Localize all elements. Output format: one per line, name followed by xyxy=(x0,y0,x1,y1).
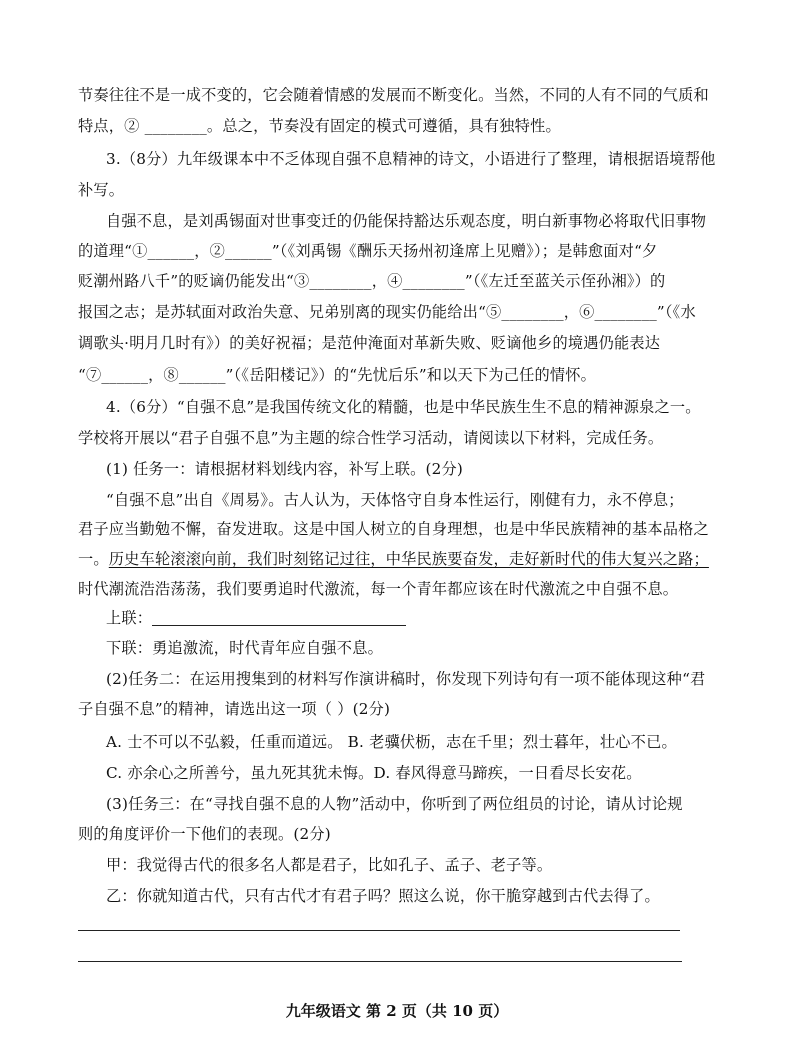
dialogue-jia: 甲：我觉得古代的很多名人都是君子，比如孔子、孟子、老子等。 xyxy=(106,856,553,874)
text-line: 特点，② ________。总之，节奏没有固定的模式可遵循，具有独特性。 xyxy=(78,117,561,135)
answer-line-2[interactable] xyxy=(78,961,682,962)
text-line: “自强不息”出自《周易》。古人认为，天体恪守自身本性运行，刚健有力，永不停息； xyxy=(106,491,684,509)
text-line: 自强不息，是刘禹锡面对世事变迁的仍能保持豁达乐观态度，明白新事物必将取代旧事物 xyxy=(106,212,707,230)
underlined-text: 历史车轮滚滚向前，我们时刻铭记过往，中华民族要奋发，走好新时代的伟大复兴之路； xyxy=(108,550,709,568)
task-2-heading: (2)任务二：在运用搜集到的材料写作演讲稿时，你发现下列诗句有一项不能体现这种“君 xyxy=(106,670,706,688)
text-line: 补写。 xyxy=(78,181,125,199)
question-3-heading: 3.（8分）九年级课本中不乏体现自强不息精神的诗文，小语进行了整理，请根据语境帮他 xyxy=(106,150,716,168)
page-footer: 九年级语文 第 2 页（共 10 页） xyxy=(285,1002,509,1020)
text-line: “⑦______，⑧______”（《岳阳楼记》）的“先忧后乐”和以天下为己任的情怀。 xyxy=(78,366,597,384)
task-1-heading: (1) 任务一：请根据材料划线内容，补写上联。(2分) xyxy=(106,460,464,478)
text-line: 君子应当勤勉不懈，奋发进取。这是中国人树立的自身理想，也是中华民族精神的基本品格之 xyxy=(78,520,709,538)
answer-line-1[interactable] xyxy=(78,930,680,931)
question-4-heading: 4.（6分）“自强不息”是我国传统文化的精髓，也是中华民族生生不息的精神源泉之一。 xyxy=(106,398,701,416)
upper-couplet-answer-line[interactable] xyxy=(152,625,406,626)
text-line: 则的角度评价一下他们的表现。(2分) xyxy=(78,825,331,843)
text-line: 报国之志；是苏轼面对政治失意、兄弟别离的现实仍能给出“⑤________，⑥________”（《水 xyxy=(78,303,696,321)
text-line: 贬潮州路八千”的贬谪仍能发出“③________，④________”（《左迁至蓝关示侄孙湘》）的 xyxy=(78,272,666,290)
lower-couplet: 下联：勇追激流，时代青年应自强不息。 xyxy=(106,639,383,657)
text-line: 时代潮流浩浩荡荡，我们要勇追时代激流，每一个青年都应该在时代激流之中自强不息。 xyxy=(78,580,679,598)
task-3-heading: (3)任务三：在“寻找自强不息的人物”活动中，你听到了两位组员的讨论，请从讨论规 xyxy=(106,795,683,813)
text-line: 一。历史车轮滚滚向前，我们时刻铭记过往，中华民族要奋发，走好新时代的伟大复兴之路； xyxy=(78,550,709,568)
text-line: 的道理“①______，②______”（《刘禹锡《酬乐天扬州初逢席上见赠》）；是韩愈面对“夕 xyxy=(78,242,658,260)
text-line: 子自强不息”的精神，请选出这一项（ ）(2分) xyxy=(78,700,391,718)
dialogue-yi: 乙：你就知道古代，只有古代才有君子吗？照这么说，你干脆穿越到古代去得了。 xyxy=(106,887,660,905)
text-line: 调歌头·明月几时有》）的美好祝福；是范仲淹面对革新失败、贬谪他乡的境遇仍能表达 xyxy=(78,334,661,352)
text-line: 节奏往往不是一成不变的，它会随着情感的发展而不断变化。当然，不同的人有不同的气质和 xyxy=(78,86,709,104)
text-line: 学校将开展以“君子自强不息”为主题的综合性学习活动，请阅读以下材料，完成任务。 xyxy=(78,429,664,447)
option-c-d: C. 亦余心之所善兮，虽九死其犹未悔。D. 春风得意马蹄疾，一日看尽长安花。 xyxy=(106,764,642,782)
option-a-b: A. 士不可以不弘毅，任重而道远。 B. 老骥伏枥，志在千里；烈士暮年，壮心不已。 xyxy=(106,733,677,751)
upper-couplet-label: 上联： xyxy=(106,609,153,627)
